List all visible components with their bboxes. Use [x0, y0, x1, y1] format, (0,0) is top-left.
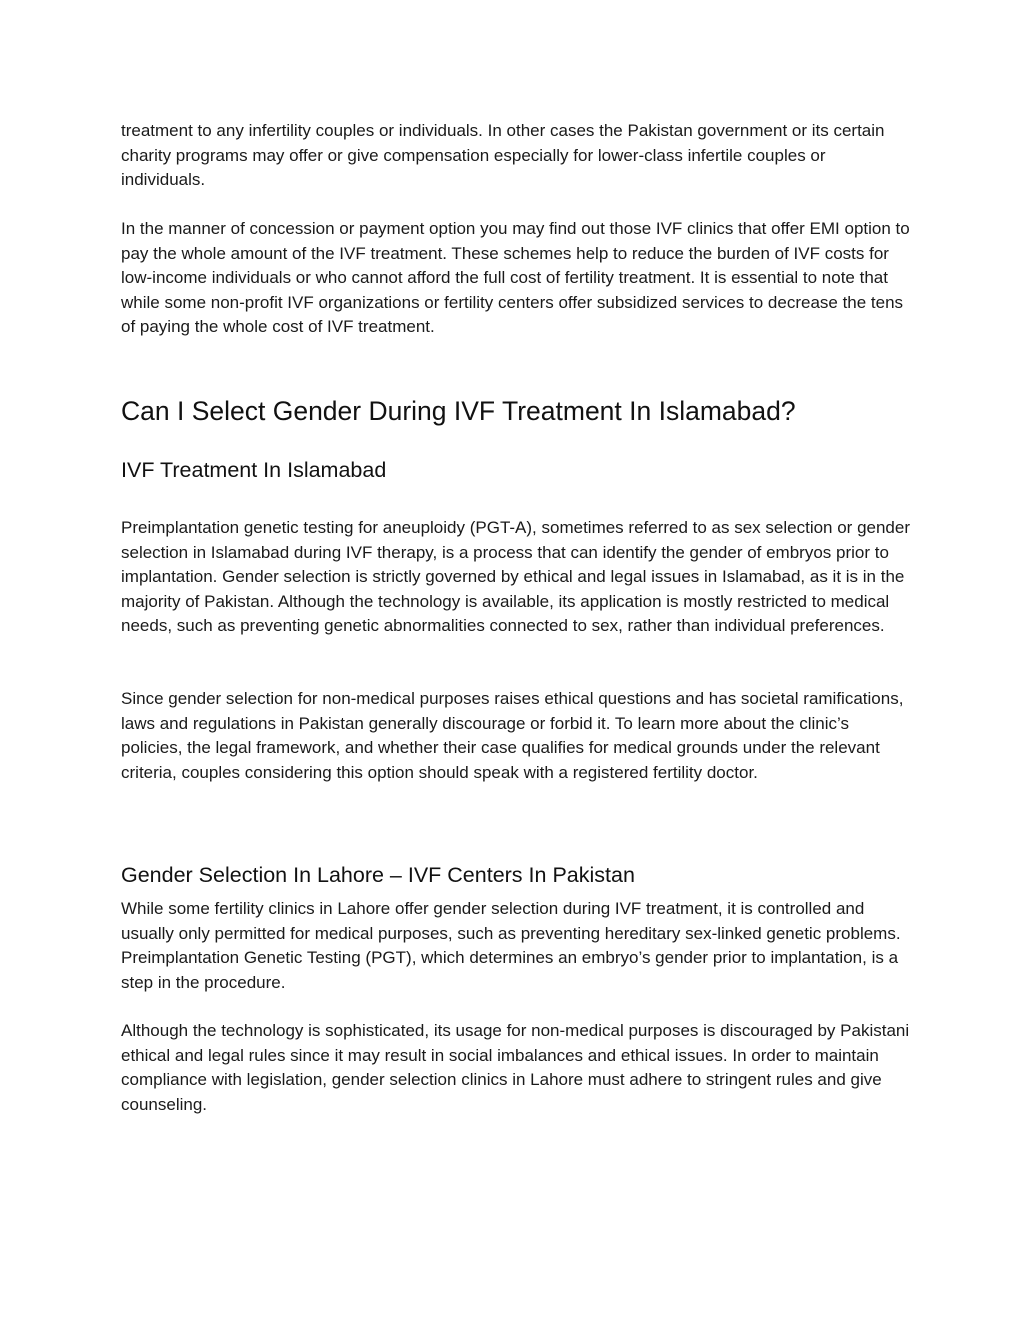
subheading-ivf-treatment-islamabad: IVF Treatment In Islamabad [121, 458, 387, 482]
subheading-gender-selection-lahore: Gender Selection In Lahore – IVF Centers In Pakistan [121, 863, 635, 887]
heading-gender-selection-islamabad: Can I Select Gender During IVF Treatment In Islamabad? [121, 396, 796, 426]
document-page [121, 0, 911, 1325]
paragraph-non-medical-regulation: Since gender selection for non-medical purposes raises ethical questions and has societal ramifications, laws and regulations in Pakistan generally discourage or forbid it. To learn more about the clinic’s policies, the legal framework, and whether their case qualifies for medical grounds under the relevant criteria, couples considering this option should speak with a registered fertility doctor. [121, 689, 904, 782]
paragraph-lahore-clinics: While some fertility clinics in Lahore offer gender selection during IVF treatment, it is controlled and usually only permitted for medical purposes, such as preventing hereditary sex-linked genetic problems. Preimplantation Genetic Testing (PGT), which determines an embryo’s gender prior to implantation, is a step in the procedure. [121, 899, 901, 992]
paragraph-charity-compensation: treatment to any infertility couples or individuals. In other cases the Pakistan government or its certain charity programs may offer or give compensation especially for lower-class infertile couples or individuals. [121, 121, 885, 189]
paragraph-ethical-legal-rules: Although the technology is sophisticated, its usage for non-medical purposes is discouraged by Pakistani ethical and legal rules since it may result in social imbalances and ethical issues. In order to maintain compliance with legislation, gender selection clinics in Lahore must adhere to stringent rules and give counseling. [121, 1021, 910, 1114]
paragraph-emi-payment-option: In the manner of concession or payment option you may find out those IVF clinics that offer EMI option to pay the whole amount of the IVF treatment. These schemes help to reduce the burden of IVF costs for low-income individuals or who cannot afford the full cost of fertility treatment. It is essential to note that while some non-profit IVF organizations or fertility centers offer subsidized services to decrease the tens of paying the whole cost of IVF treatment. [121, 219, 910, 336]
paragraph-pgt-a-explanation: Preimplantation genetic testing for aneuploidy (PGT-A), sometimes referred to as sex selection or gender selection in Islamabad during IVF therapy, is a process that can identify the gender of embryos prior to implantation. Gender selection is strictly governed by ethical and legal issues in Islamabad, as it is in the majority of Pakistan. Although the technology is available, its application is mostly restricted to medical needs, such as preventing genetic abnormalities connected to sex, rather than individual preferences. [121, 518, 910, 635]
